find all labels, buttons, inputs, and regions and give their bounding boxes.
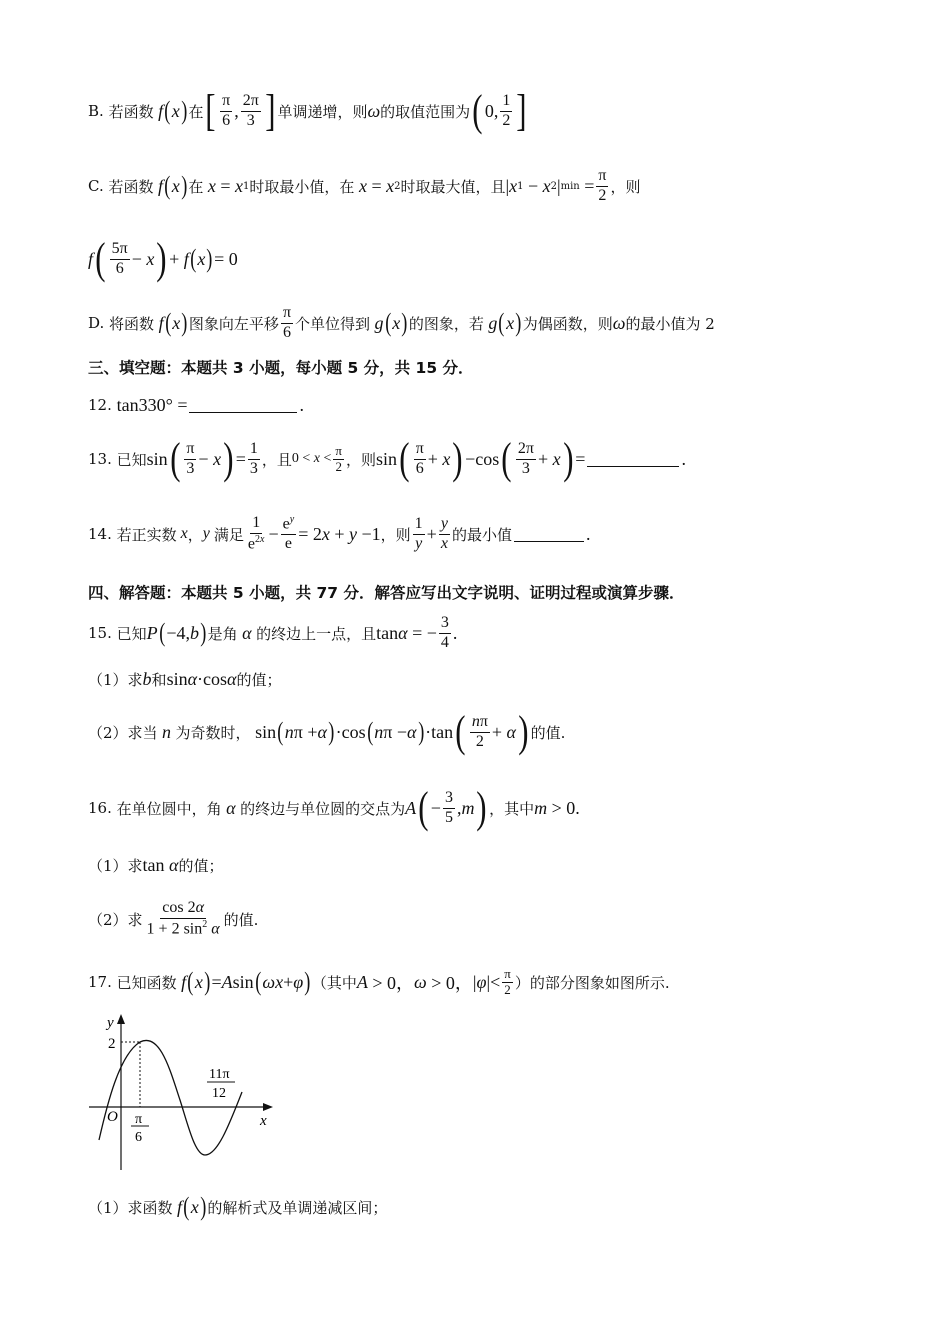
- answer-blank[interactable]: [587, 452, 679, 467]
- question-17-part-1: （1）求函数 f ( x ) 的解析式及单调递减区间；: [88, 1192, 388, 1221]
- option-c-continued: f ( $\frac{5\pi}{6}$ − x ) + f ( x ) = 0: [88, 234, 238, 283]
- question-15-part-1: （1）求 b 和 sin α ·cos α 的值；: [88, 668, 282, 689]
- y-axis-arrow-icon: [117, 1014, 125, 1024]
- question-17: 17. 已知函数 f ( x ) = A sin ( ωx + φ ) （其中 A > 0， ω > 0， | φ |< $\frac{\pi}{2}$ ）的部分图象如图所示.: [88, 965, 670, 997]
- option-c: C. 若函数 f ( x ) 在 x = x 1 时取最小值，在 x = x 2 时取最大值，且 | x 1 − x 2 | min = $\frac{\pi}{2}$ ，则: [88, 167, 641, 204]
- end-numerator: 11π: [209, 1067, 230, 1082]
- question-16: 16. 在单位圆中，角 α 的终边与单位圆的交点为 A ( − $\frac{3}{5}$ , m ) ，其中 m > 0.: [88, 783, 580, 832]
- end-denominator: 12: [212, 1086, 226, 1101]
- max-label: 2: [108, 1036, 116, 1052]
- question-16-part-2: （2）求 $\frac{\cos 2\alpha}{1 + 2 \sin^2 \alpha}$ 的值.: [88, 899, 259, 938]
- x-label: x: [260, 1113, 267, 1129]
- section-4-heading: 四、解答题：本题共 5 小题，共 77 分．解答应写出文字说明、证明过程或演算步骤．: [88, 584, 685, 602]
- pi6-denominator: 6: [135, 1130, 142, 1145]
- y-label: y: [107, 1015, 114, 1031]
- question-14: 14. 若正实数 x ， y 满足 $\frac{1}{e^{2x}}$ − $\frac{e^y}{e}$ = 2 x + y −1 ，则 $\frac{1}{y}$ + $\frac{y}{x}$ 的最小值 .: [88, 514, 591, 553]
- sine-graph: [85, 1010, 285, 1175]
- answer-blank[interactable]: [514, 527, 584, 542]
- option-d: D. 将函数 f ( x ) 图象向左平移 $\frac{\pi}{6}$ 个单位得到 g ( x ) 的图象，若 g ( x ) 为偶函数，则 ω 的最小值为 2: [88, 304, 715, 341]
- option-b: B. 若函数 f ( x ) 在 [ $\frac{\pi}{6}$ , $\frac{2\pi}{3}$ ] 单调递增，则 ω 的取值范围为 ( 0 , $\frac{1}{2}$ ]: [88, 86, 527, 135]
- question-13: 13. 已知 sin ( $\frac{\pi}{3}$ − x ) = $\frac{1}{3}$ ，且 0 < x < $\frac{\pi}{2}$ ，则 sin ( $\frac{\pi}{6}$ + x ) −cos ( $\frac{2\pi}{3}$ + x ) = .: [88, 434, 686, 483]
- question-12: 12. tan330° = .: [88, 394, 304, 415]
- pi6-numerator: π: [135, 1112, 143, 1127]
- section-3-heading: 三、填空题：本题共 3 小题，每小题 5 分，共 15 分．: [88, 359, 474, 377]
- question-15-part-2: （2）求当 n 为奇数时， sin ( n π + α ) ·cos ( n π − α ) ·tan ( $\frac{n\pi}{2}$ + α ) 的值.: [88, 707, 566, 756]
- answer-blank[interactable]: [189, 398, 297, 413]
- question-15: 15. 已知 P ( −4, b ) 是角 α 的终边上一点，且 tan α = − $\frac{3}{4}$ .: [88, 614, 458, 651]
- question-16-part-1: （1）求 tan α 的值；: [88, 854, 224, 875]
- x-axis-arrow-icon: [263, 1103, 273, 1111]
- origin-label: O: [107, 1109, 118, 1125]
